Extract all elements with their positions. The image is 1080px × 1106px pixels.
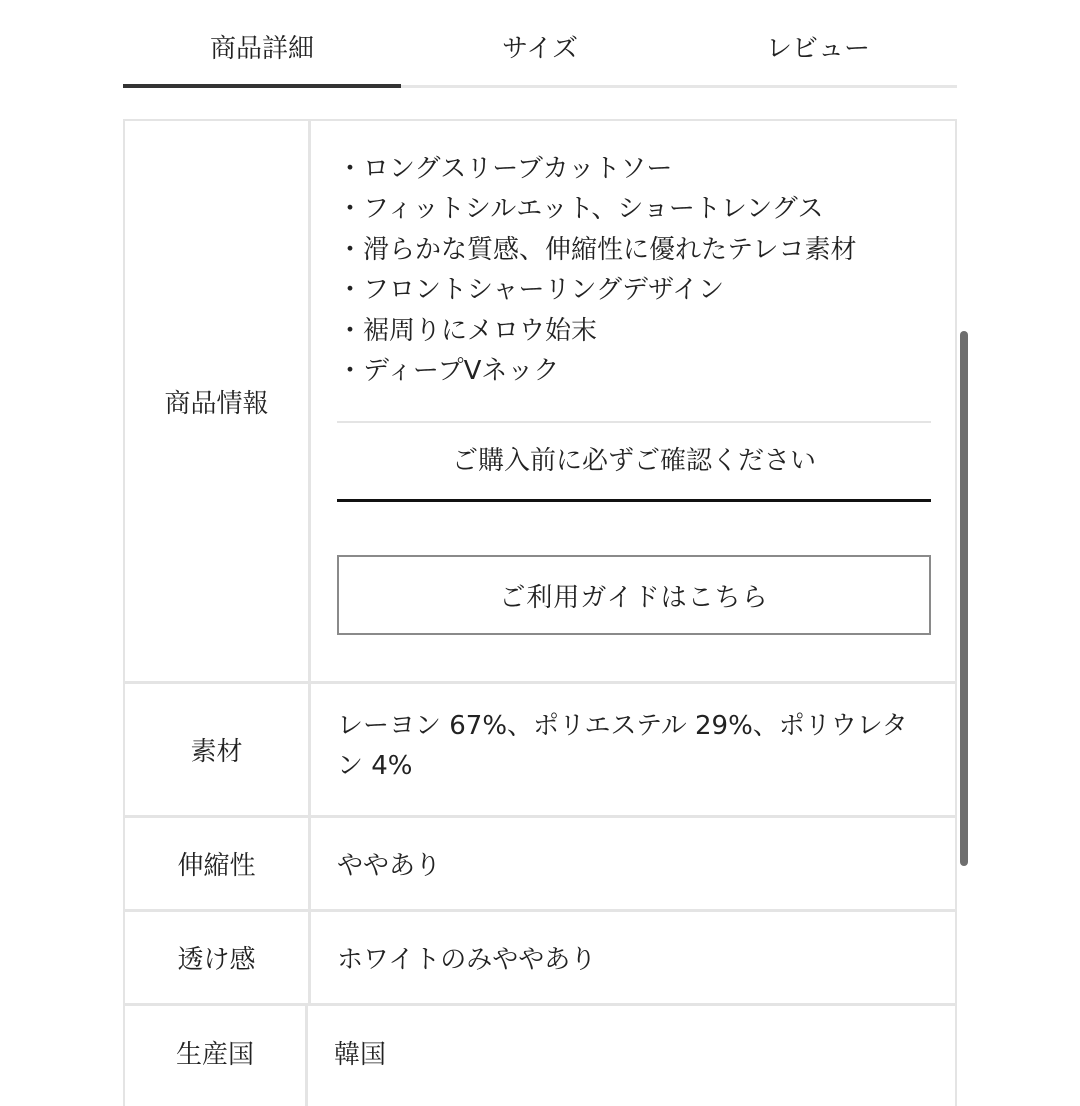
- table-row-product-info: [125, 121, 955, 684]
- tab-reviews[interactable]: レビュー: [765, 34, 870, 64]
- row-value: 韓国: [334, 1040, 387, 1070]
- row-value: ややあり: [337, 851, 442, 881]
- table-row-stretch: [125, 818, 955, 912]
- active-tab-indicator: [123, 84, 401, 88]
- list-item: ・フィットシルエット、ショートレングス: [337, 194, 824, 225]
- tab-product-details[interactable]: 商品詳細: [209, 34, 314, 64]
- purchase-notice-heading: ご購入前に必ずご確認ください: [337, 423, 931, 502]
- row-label: 透け感: [125, 912, 311, 1003]
- table-row-sheerness: [125, 912, 955, 1006]
- row-value: [311, 121, 955, 681]
- list-item: ・フロントシャーリングデザイン: [337, 275, 725, 306]
- row-label: 素材: [125, 684, 311, 815]
- spec-table: [123, 119, 957, 1106]
- list-item: ・ロングスリーブカットソー: [337, 154, 673, 184]
- row-label: 伸縮性: [125, 818, 311, 909]
- row-value: レーヨン 67%、ポリエステル 29%、ポリウレタン 4%: [337, 711, 908, 781]
- list-item: ・裾周りにメロウ始末: [337, 315, 598, 346]
- feature-list: [337, 149, 931, 391]
- tab-size[interactable]: サイズ: [502, 34, 578, 64]
- table-row-material: [125, 684, 955, 818]
- usage-guide-button[interactable]: ご利用ガイドはこちら: [337, 555, 931, 635]
- scrollbar-thumb[interactable]: [960, 331, 968, 866]
- row-label: 生産国: [125, 1006, 308, 1106]
- row-value: ホワイトのみややあり: [337, 945, 597, 975]
- row-label: 商品情報: [125, 121, 311, 681]
- list-item: ・滑らかな質感、伸縮性に優れたテレコ素材: [337, 234, 857, 265]
- list-item: ・ディープVネック: [337, 355, 560, 386]
- tab-bar: [123, 0, 957, 88]
- table-row-origin: [125, 1006, 955, 1106]
